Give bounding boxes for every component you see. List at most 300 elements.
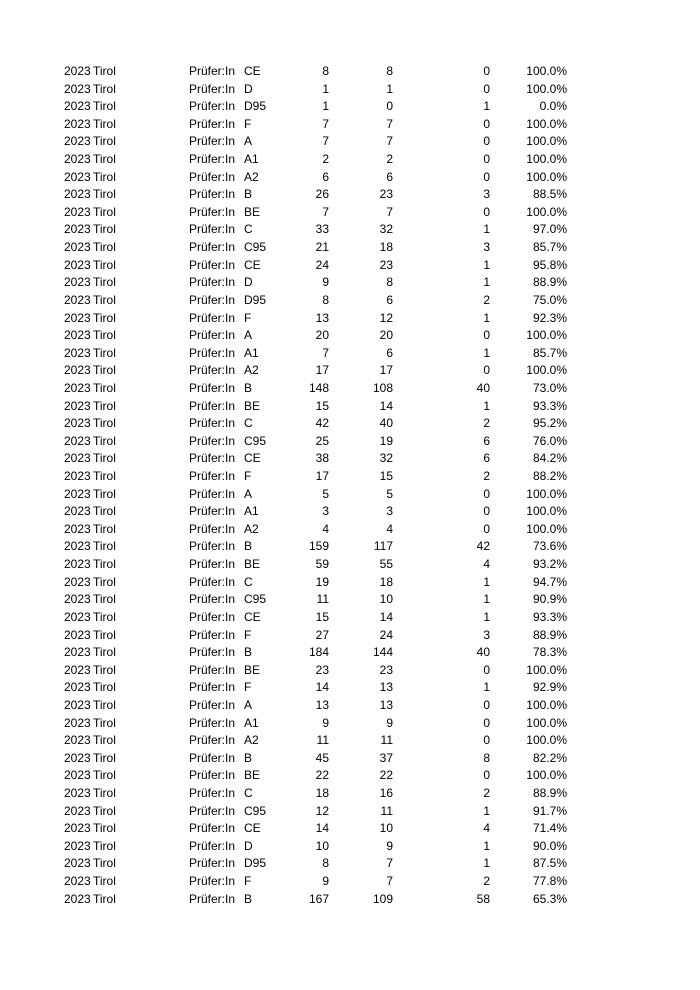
total-count-cell: 7 (322, 204, 329, 219)
table-row (0, 362, 700, 380)
license-class-cell: A1 (244, 504, 259, 519)
passed-count-cell: 5 (386, 486, 393, 501)
table-row (0, 662, 700, 680)
year-cell: 2023 (64, 187, 91, 202)
license-class-cell: C95 (244, 240, 267, 255)
year-cell: 2023 (64, 874, 91, 889)
table-row (0, 715, 700, 733)
total-count-cell: 33 (315, 222, 329, 237)
role-cell: Prüfer:In (189, 521, 236, 536)
table-row (0, 785, 700, 803)
year-cell: 2023 (64, 275, 91, 290)
role-cell: Prüfer:In (189, 574, 236, 589)
failed-count-cell: 0 (483, 64, 490, 78)
table-row (0, 398, 700, 416)
license-class-cell: A (244, 328, 253, 343)
failed-count-cell: 0 (483, 81, 490, 96)
role-cell: Prüfer:In (189, 116, 236, 131)
table-row (0, 257, 700, 275)
role-cell: Prüfer:In (189, 363, 236, 378)
license-class-cell: A (244, 486, 253, 501)
role-cell: Prüfer:In (189, 134, 236, 149)
license-class-cell: F (244, 874, 252, 889)
table-row (0, 239, 700, 257)
table-row (0, 891, 700, 909)
year-cell: 2023 (64, 539, 91, 554)
failed-count-cell: 1 (483, 310, 490, 325)
role-cell: Prüfer:In (189, 486, 236, 501)
failed-count-cell: 1 (483, 592, 490, 607)
passed-count-cell: 17 (379, 363, 393, 378)
table-row (0, 521, 700, 539)
license-class-cell: F (244, 680, 252, 695)
failed-count-cell: 6 (483, 451, 490, 466)
pass-rate-cell: 73.6% (532, 539, 567, 554)
region-cell: Tirol (93, 592, 116, 607)
year-cell: 2023 (64, 768, 91, 783)
total-count-cell: 17 (315, 469, 329, 484)
license-class-cell: BE (244, 204, 261, 219)
region-cell: Tirol (93, 627, 116, 642)
year-cell: 2023 (64, 398, 91, 413)
passed-count-cell: 24 (379, 627, 393, 642)
failed-count-cell: 1 (483, 99, 490, 114)
pass-rate-cell: 84.2% (532, 451, 567, 466)
license-class-cell: B (244, 750, 253, 765)
pass-rate-cell: 77.8% (532, 874, 567, 889)
failed-count-cell: 2 (483, 874, 490, 889)
failed-count-cell: 6 (483, 433, 490, 448)
total-count-cell: 7 (322, 116, 329, 131)
passed-count-cell: 7 (386, 204, 393, 219)
license-class-cell: BE (244, 768, 261, 783)
role-cell: Prüfer:In (189, 380, 236, 395)
table-row (0, 151, 700, 169)
pass-rate-cell: 95.8% (532, 257, 567, 272)
total-count-cell: 6 (322, 169, 329, 184)
table-row (0, 644, 700, 662)
region-cell: Tirol (93, 838, 116, 853)
year-cell: 2023 (64, 821, 91, 836)
region-cell: Tirol (93, 521, 116, 536)
pass-rate-cell: 97.0% (532, 222, 567, 237)
pass-rate-cell: 100.0% (526, 504, 567, 519)
total-count-cell: 148 (308, 380, 329, 395)
total-count-cell: 184 (308, 645, 329, 660)
pass-rate-cell: 88.5% (532, 187, 567, 202)
region-cell: Tirol (93, 240, 116, 255)
pass-rate-cell: 100.0% (526, 152, 567, 167)
year-cell: 2023 (64, 662, 91, 677)
passed-count-cell: 15 (379, 469, 393, 484)
pass-rate-cell: 88.9% (532, 275, 567, 290)
role-cell: Prüfer:In (189, 697, 236, 712)
passed-count-cell: 12 (379, 310, 393, 325)
failed-count-cell: 0 (483, 697, 490, 712)
failed-count-cell: 0 (483, 363, 490, 378)
role-cell: Prüfer:In (189, 152, 236, 167)
year-cell: 2023 (64, 521, 91, 536)
year-cell: 2023 (64, 803, 91, 818)
table-row (0, 556, 700, 574)
failed-count-cell: 4 (483, 557, 490, 572)
role-cell: Prüfer:In (189, 204, 236, 219)
region-cell: Tirol (93, 169, 116, 184)
total-count-cell: 18 (315, 785, 329, 800)
role-cell: Prüfer:In (189, 627, 236, 642)
failed-count-cell: 8 (483, 750, 490, 765)
failed-count-cell: 0 (483, 486, 490, 501)
pass-rate-cell: 0.0% (539, 99, 567, 114)
region-cell: Tirol (93, 504, 116, 519)
role-cell: Prüfer:In (189, 187, 236, 202)
year-cell: 2023 (64, 574, 91, 589)
failed-count-cell: 1 (483, 838, 490, 853)
region-cell: Tirol (93, 310, 116, 325)
license-class-cell: CE (244, 257, 261, 272)
year-cell: 2023 (64, 116, 91, 131)
region-cell: Tirol (93, 697, 116, 712)
license-class-cell: BE (244, 398, 261, 413)
role-cell: Prüfer:In (189, 310, 236, 325)
failed-count-cell: 1 (483, 257, 490, 272)
table-row (0, 873, 700, 891)
role-cell: Prüfer:In (189, 504, 236, 519)
region-cell: Tirol (93, 433, 116, 448)
pass-rate-cell: 100.0% (526, 486, 567, 501)
table-row (0, 204, 700, 222)
total-count-cell: 20 (315, 328, 329, 343)
license-class-cell: BE (244, 557, 261, 572)
total-count-cell: 14 (315, 821, 329, 836)
table-row (0, 415, 700, 433)
region-cell: Tirol (93, 345, 116, 360)
license-class-cell: A1 (244, 152, 259, 167)
total-count-cell: 59 (315, 557, 329, 572)
pass-rate-cell: 85.7% (532, 240, 567, 255)
role-cell: Prüfer:In (189, 768, 236, 783)
role-cell: Prüfer:In (189, 469, 236, 484)
table-row (0, 679, 700, 697)
pass-rate-cell: 88.9% (532, 785, 567, 800)
total-count-cell: 22 (315, 768, 329, 783)
license-class-cell: A2 (244, 733, 259, 748)
total-count-cell: 15 (315, 398, 329, 413)
failed-count-cell: 1 (483, 275, 490, 290)
year-cell: 2023 (64, 134, 91, 149)
region-cell: Tirol (93, 292, 116, 307)
total-count-cell: 13 (315, 697, 329, 712)
table-row (0, 574, 700, 592)
total-count-cell: 12 (315, 803, 329, 818)
table-row (0, 855, 700, 873)
total-count-cell: 14 (315, 680, 329, 695)
failed-count-cell: 2 (483, 292, 490, 307)
pass-rate-cell: 65.3% (532, 891, 567, 906)
table-row (0, 169, 700, 187)
total-count-cell: 8 (322, 292, 329, 307)
license-class-cell: F (244, 469, 252, 484)
region-cell: Tirol (93, 152, 116, 167)
pass-rate-cell: 100.0% (526, 64, 567, 78)
pass-rate-cell: 100.0% (526, 328, 567, 343)
region-cell: Tirol (93, 363, 116, 378)
table-row (0, 697, 700, 715)
region-cell: Tirol (93, 398, 116, 413)
role-cell: Prüfer:In (189, 99, 236, 114)
year-cell: 2023 (64, 504, 91, 519)
license-class-cell: B (244, 539, 253, 554)
table-row (0, 803, 700, 821)
total-count-cell: 19 (315, 574, 329, 589)
license-class-cell: F (244, 310, 252, 325)
total-count-cell: 13 (315, 310, 329, 325)
pass-rate-cell: 78.3% (532, 645, 567, 660)
passed-count-cell: 2 (386, 152, 393, 167)
table-row (0, 380, 700, 398)
pass-rate-cell: 87.5% (532, 856, 567, 871)
year-cell: 2023 (64, 609, 91, 624)
passed-count-cell: 22 (379, 768, 393, 783)
failed-count-cell: 40 (476, 380, 490, 395)
passed-count-cell: 4 (386, 521, 393, 536)
license-class-cell: F (244, 627, 252, 642)
total-count-cell: 9 (322, 715, 329, 730)
year-cell: 2023 (64, 697, 91, 712)
role-cell: Prüfer:In (189, 803, 236, 818)
passed-count-cell: 0 (386, 99, 393, 114)
passed-count-cell: 20 (379, 328, 393, 343)
failed-count-cell: 0 (483, 204, 490, 219)
region-cell: Tirol (93, 222, 116, 237)
license-class-cell: A (244, 697, 253, 712)
year-cell: 2023 (64, 891, 91, 906)
role-cell: Prüfer:In (189, 838, 236, 853)
license-class-cell: CE (244, 609, 261, 624)
passed-count-cell: 7 (386, 116, 393, 131)
role-cell: Prüfer:In (189, 750, 236, 765)
region-cell: Tirol (93, 821, 116, 836)
role-cell: Prüfer:In (189, 891, 236, 906)
passed-count-cell: 108 (372, 380, 393, 395)
role-cell: Prüfer:In (189, 81, 236, 96)
total-count-cell: 9 (322, 275, 329, 290)
table-row (0, 133, 700, 151)
total-count-cell: 4 (322, 521, 329, 536)
license-class-cell: D95 (244, 292, 267, 307)
passed-count-cell: 13 (379, 697, 393, 712)
table-row (0, 767, 700, 785)
region-cell: Tirol (93, 81, 116, 96)
passed-count-cell: 10 (379, 821, 393, 836)
passed-count-cell: 14 (379, 609, 393, 624)
license-class-cell: A1 (244, 345, 259, 360)
failed-count-cell: 1 (483, 803, 490, 818)
passed-count-cell: 23 (379, 662, 393, 677)
year-cell: 2023 (64, 380, 91, 395)
table-row (0, 609, 700, 627)
pass-rate-cell: 71.4% (532, 821, 567, 836)
table-row (0, 274, 700, 292)
region-cell: Tirol (93, 134, 116, 149)
failed-count-cell: 0 (483, 504, 490, 519)
pass-rate-cell: 100.0% (526, 733, 567, 748)
license-class-cell: CE (244, 821, 261, 836)
table-row (0, 820, 700, 838)
total-count-cell: 17 (315, 363, 329, 378)
role-cell: Prüfer:In (189, 592, 236, 607)
pass-rate-cell: 100.0% (526, 662, 567, 677)
year-cell: 2023 (64, 627, 91, 642)
license-class-cell: F (244, 116, 252, 131)
table-row (0, 486, 700, 504)
failed-count-cell: 0 (483, 169, 490, 184)
total-count-cell: 45 (315, 750, 329, 765)
role-cell: Prüfer:In (189, 645, 236, 660)
total-count-cell: 24 (315, 257, 329, 272)
passed-count-cell: 3 (386, 504, 393, 519)
region-cell: Tirol (93, 715, 116, 730)
year-cell: 2023 (64, 645, 91, 660)
passed-count-cell: 32 (379, 222, 393, 237)
license-class-cell: A2 (244, 363, 259, 378)
year-cell: 2023 (64, 557, 91, 572)
region-cell: Tirol (93, 557, 116, 572)
role-cell: Prüfer:In (189, 257, 236, 272)
region-cell: Tirol (93, 275, 116, 290)
total-count-cell: 42 (315, 416, 329, 431)
role-cell: Prüfer:In (189, 328, 236, 343)
total-count-cell: 8 (322, 856, 329, 871)
role-cell: Prüfer:In (189, 240, 236, 255)
total-count-cell: 15 (315, 609, 329, 624)
license-class-cell: A2 (244, 521, 259, 536)
pass-rate-cell: 92.3% (532, 310, 567, 325)
passed-count-cell: 7 (386, 856, 393, 871)
region-cell: Tirol (93, 116, 116, 131)
region-cell: Tirol (93, 874, 116, 889)
table-row (0, 468, 700, 486)
failed-count-cell: 42 (476, 539, 490, 554)
failed-count-cell: 2 (483, 469, 490, 484)
region-cell: Tirol (93, 99, 116, 114)
table-row (0, 838, 700, 856)
table-row (0, 116, 700, 134)
passed-count-cell: 40 (379, 416, 393, 431)
region-cell: Tirol (93, 451, 116, 466)
license-class-cell: D (244, 838, 253, 853)
total-count-cell: 9 (322, 874, 329, 889)
failed-count-cell: 1 (483, 398, 490, 413)
total-count-cell: 159 (308, 539, 329, 554)
table-row (0, 538, 700, 556)
region-cell: Tirol (93, 856, 116, 871)
passed-count-cell: 10 (379, 592, 393, 607)
failed-count-cell: 3 (483, 187, 490, 202)
table-row (0, 186, 700, 204)
region-cell: Tirol (93, 204, 116, 219)
passed-count-cell: 37 (379, 750, 393, 765)
pass-rate-cell: 90.0% (532, 838, 567, 853)
failed-count-cell: 1 (483, 680, 490, 695)
table-row (0, 345, 700, 363)
region-cell: Tirol (93, 645, 116, 660)
pass-rate-cell: 95.2% (532, 416, 567, 431)
passed-count-cell: 23 (379, 257, 393, 272)
year-cell: 2023 (64, 433, 91, 448)
passed-count-cell: 9 (386, 838, 393, 853)
passed-count-cell: 8 (386, 275, 393, 290)
pass-rate-cell: 85.7% (532, 345, 567, 360)
role-cell: Prüfer:In (189, 733, 236, 748)
role-cell: Prüfer:In (189, 345, 236, 360)
failed-count-cell: 3 (483, 240, 490, 255)
year-cell: 2023 (64, 345, 91, 360)
passed-count-cell: 6 (386, 169, 393, 184)
total-count-cell: 1 (322, 99, 329, 114)
table-row (0, 450, 700, 468)
pass-rate-cell: 93.3% (532, 609, 567, 624)
total-count-cell: 3 (322, 504, 329, 519)
total-count-cell: 2 (322, 152, 329, 167)
region-cell: Tirol (93, 891, 116, 906)
license-class-cell: CE (244, 64, 261, 78)
role-cell: Prüfer:In (189, 451, 236, 466)
region-cell: Tirol (93, 380, 116, 395)
license-class-cell: C (244, 785, 253, 800)
passed-count-cell: 13 (379, 680, 393, 695)
license-class-cell: C95 (244, 803, 267, 818)
passed-count-cell: 109 (372, 891, 393, 906)
year-cell: 2023 (64, 469, 91, 484)
license-class-cell: D95 (244, 856, 267, 871)
passed-count-cell: 6 (386, 345, 393, 360)
role-cell: Prüfer:In (189, 416, 236, 431)
role-cell: Prüfer:In (189, 222, 236, 237)
region-cell: Tirol (93, 539, 116, 554)
total-count-cell: 5 (322, 486, 329, 501)
license-class-cell: A2 (244, 169, 259, 184)
year-cell: 2023 (64, 838, 91, 853)
total-count-cell: 27 (315, 627, 329, 642)
pass-rate-cell: 75.0% (532, 292, 567, 307)
table-row (0, 503, 700, 521)
pass-rate-cell: 100.0% (526, 204, 567, 219)
total-count-cell: 7 (322, 345, 329, 360)
pass-rate-cell: 93.3% (532, 398, 567, 413)
pass-rate-cell: 100.0% (526, 363, 567, 378)
table-row (0, 327, 700, 345)
failed-count-cell: 4 (483, 821, 490, 836)
failed-count-cell: 0 (483, 733, 490, 748)
license-class-cell: D (244, 81, 253, 96)
failed-count-cell: 0 (483, 134, 490, 149)
table-row (0, 732, 700, 750)
pass-rate-cell: 100.0% (526, 169, 567, 184)
failed-count-cell: 2 (483, 416, 490, 431)
failed-count-cell: 2 (483, 785, 490, 800)
failed-count-cell: 3 (483, 627, 490, 642)
year-cell: 2023 (64, 856, 91, 871)
table-row (0, 750, 700, 768)
year-cell: 2023 (64, 257, 91, 272)
failed-count-cell: 0 (483, 152, 490, 167)
license-class-cell: C (244, 222, 253, 237)
region-cell: Tirol (93, 785, 116, 800)
pass-rate-cell: 91.7% (532, 803, 567, 818)
role-cell: Prüfer:In (189, 557, 236, 572)
table-row (0, 310, 700, 328)
